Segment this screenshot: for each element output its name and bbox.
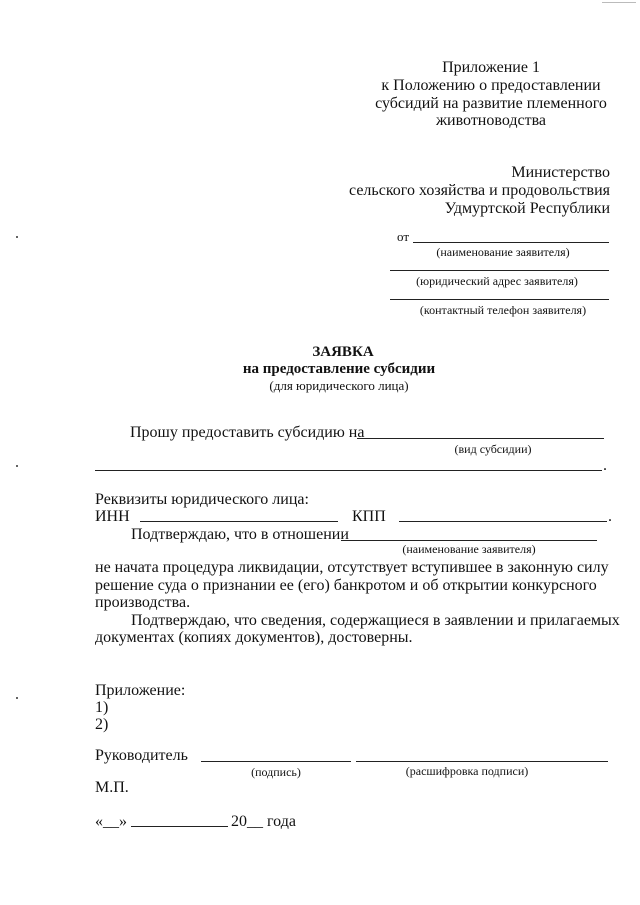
subsidy-type-hint: (вид субсидии) bbox=[454, 442, 532, 456]
signature-decoding-field[interactable] bbox=[356, 761, 608, 762]
inn-label: ИНН bbox=[95, 508, 130, 525]
attachment-item-1: 1) bbox=[95, 699, 109, 716]
confirmation-1-line-3: производства. bbox=[95, 594, 191, 611]
document-title-note: (для юридического лица) bbox=[269, 378, 409, 393]
attachment-item-2: 2) bbox=[95, 716, 109, 733]
applicant-hint: (наименование заявителя) bbox=[402, 542, 536, 556]
document-title: ЗАЯВКА bbox=[312, 344, 374, 360]
attachments-label: Приложение: bbox=[95, 682, 186, 699]
document-subtitle: на предоставление субсидии bbox=[242, 361, 436, 377]
requisites-label: Реквизиты юридического лица: bbox=[95, 491, 309, 508]
appendix-line-3: субсидий на развитие племенного bbox=[375, 95, 607, 112]
applicant-name-hint: (наименование заявителя) bbox=[436, 245, 570, 259]
confirmation-1-line-2: решение суда о признании ее (его) банкротом и об открытии конкурсного bbox=[95, 577, 597, 594]
subsidy-type-field[interactable] bbox=[357, 438, 604, 439]
appendix-line-4: животноводства bbox=[435, 112, 547, 129]
confirmation-2-line-1: Подтверждаю, что сведения, содержащиеся в заявлении и прилагаемых bbox=[131, 612, 620, 629]
stamp-label: М.П. bbox=[95, 779, 129, 796]
recipient-line-2: сельского хозяйства и продовольствия bbox=[349, 182, 610, 199]
request-text: Прошу предоставить субсидию на bbox=[130, 424, 365, 441]
legal-address-field[interactable] bbox=[390, 270, 609, 271]
margin-dot bbox=[16, 465, 18, 467]
confirmation-1-line-1: не начата процедура ликвидации, отсутствует вступившее в законную силу bbox=[95, 559, 609, 576]
inn-field[interactable] bbox=[140, 521, 338, 522]
kpp-period: . bbox=[608, 508, 612, 525]
legal-address-hint: (юридический адрес заявителя) bbox=[416, 274, 578, 288]
page-corner-mark bbox=[602, 2, 636, 3]
subsidy-type-continuation-field[interactable] bbox=[95, 470, 602, 471]
confirmation-2-line-2: документах (копиях документов), достоверны. bbox=[95, 629, 413, 646]
phone-field[interactable] bbox=[390, 299, 609, 300]
signature-field[interactable] bbox=[201, 761, 351, 762]
end-period: . bbox=[603, 457, 607, 474]
confirmation-1-start: Подтверждаю, что в отношении bbox=[131, 526, 349, 543]
kpp-label: КПП bbox=[352, 508, 386, 525]
margin-dot bbox=[16, 236, 18, 238]
recipient-line-3: Удмуртской Республики bbox=[444, 200, 610, 217]
decoding-hint: (расшифровка подписи) bbox=[405, 764, 529, 778]
appendix-line-2: к Положению о предоставлении bbox=[381, 77, 601, 94]
signature-hint: (подпись) bbox=[251, 765, 301, 779]
applicant-name-field[interactable] bbox=[413, 242, 609, 243]
appendix-line-1: Приложение 1 bbox=[442, 59, 540, 76]
date-year: 20__ года bbox=[231, 813, 296, 830]
head-label: Руководитель bbox=[95, 747, 188, 764]
phone-hint: (контактный телефон заявителя) bbox=[419, 303, 587, 317]
kpp-field[interactable] bbox=[399, 521, 607, 522]
date-month-field[interactable] bbox=[131, 826, 228, 827]
recipient-line-1: Министерство bbox=[511, 164, 610, 181]
margin-dot bbox=[16, 697, 18, 699]
from-label: от bbox=[397, 229, 410, 244]
applicant-field[interactable] bbox=[341, 540, 597, 541]
date-day: «__» bbox=[95, 813, 127, 830]
